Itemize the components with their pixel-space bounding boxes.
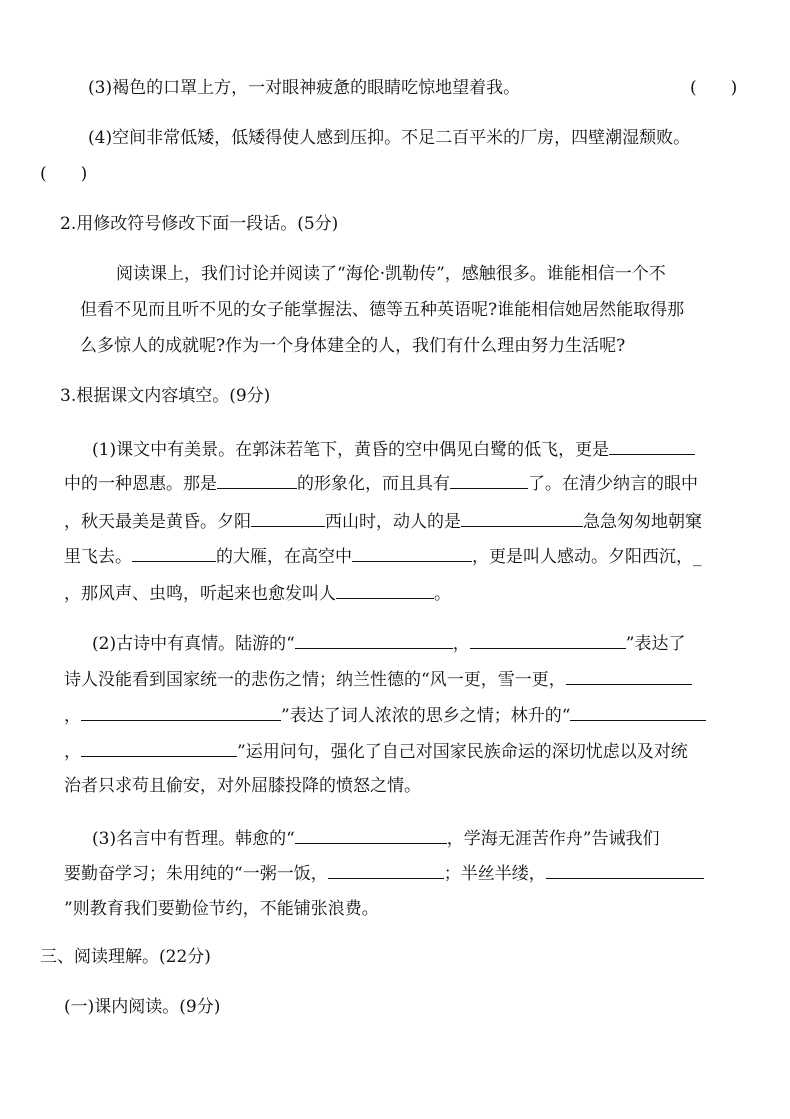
fill-blank[interactable] [336, 580, 434, 599]
p2-text: ， [64, 742, 81, 762]
p3-text: (3)名言中有哲理。韩愈的“ [92, 829, 295, 849]
p2-line-1 [92, 630, 685, 656]
fill-blank[interactable] [450, 470, 528, 489]
fill-blank[interactable] [81, 702, 281, 721]
item-3-answer-paren: ( ) [690, 78, 738, 98]
fill-blank[interactable] [251, 508, 325, 527]
q2-para-line-3: 么多惊人的成就呢?作为一个身体建全的人，我们有什么理由努力生活呢? [80, 336, 626, 356]
p1-line-4 [64, 543, 702, 569]
p2-text: ”表达了词人浓浓的思乡之情；林升的“ [281, 706, 571, 726]
p1-text: ，更是叫人感动。夕阳西沉，_ [472, 547, 702, 567]
p2-text: (2)古诗中有真情。陆游的“ [92, 634, 295, 654]
fill-blank[interactable] [81, 738, 237, 757]
fill-blank[interactable] [295, 825, 447, 844]
p1-text: 里飞去。 [64, 547, 132, 567]
p2-text: ”运用问句，强化了自己对国家民族命运的深切忧虑以及对统 [237, 742, 688, 762]
section-3-title: 三、阅读理解。(22分) [40, 947, 211, 967]
fill-blank[interactable] [295, 630, 453, 649]
fill-blank[interactable] [546, 860, 704, 879]
p1-text: 的形象化，而且具有 [297, 474, 450, 494]
p2-text: ， [64, 706, 81, 726]
p3-text: ；半丝半缕， [443, 864, 546, 884]
p1-line-5 [64, 580, 451, 606]
p1-text: 。 [434, 584, 451, 604]
p1-text: 了。在清少纳言的眼中 [528, 474, 698, 494]
section-3-subtitle: (一)课内阅读。(9分) [64, 997, 221, 1017]
p1-text: ，那风声、虫鸣，听起来也愈发叫人 [64, 584, 336, 604]
fill-blank[interactable] [132, 543, 216, 562]
p3-line-3: ”则教育我们要勤俭节约，不能铺张浪费。 [64, 899, 379, 919]
p2-line-2 [64, 666, 692, 692]
p2-line-4 [64, 738, 688, 764]
p2-line-3 [64, 702, 706, 728]
p1-text: ，秋天最美是黄昏。夕阳 [64, 512, 251, 532]
p1-text: 西山时，动人的是 [325, 512, 461, 532]
fill-blank[interactable] [570, 702, 706, 721]
q2-para-line-2: 但看不见而且听不见的女子能掌握法、德等五种英语呢?谁能相信她居然能取得那 [80, 300, 685, 320]
fill-blank[interactable] [470, 630, 626, 649]
p1-text: 的大雁，在高空中 [216, 547, 352, 567]
q2-title: 2.用修改符号修改下面一段话。(5分) [60, 214, 339, 234]
p2-line-5: 治者只求苟且偷安，对外屈膝投降的愤怒之情。 [64, 776, 421, 796]
fill-blank[interactable] [328, 860, 444, 879]
q3-title: 3.根据课文内容填空。(9分) [60, 386, 271, 406]
p3-line-1 [92, 825, 659, 851]
p1-line-3 [64, 508, 702, 534]
p2-text: ， [452, 634, 470, 654]
fill-blank[interactable] [566, 666, 692, 685]
p1-line-1 [92, 436, 695, 462]
p3-text: ，学海无涯苦作舟”告诫我们 [446, 829, 660, 849]
p2-text: ”表达了 [625, 634, 686, 654]
item-3-text: (3)褐色的口罩上方，一对眼神疲惫的眼睛吃惊地望着我。 [88, 78, 521, 98]
item-4-text: (4)空间非常低矮，低矮得使人感到压抑。不足二百平米的厂房，四壁潮湿颓败。 [88, 128, 691, 148]
p1-text: 中的一种恩惠。那是 [64, 474, 217, 494]
q2-para-line-1: 阅读课上，我们讨论并阅读了“海伦·凯勒传”，感触很多。谁能相信一个不 [116, 264, 666, 284]
item-4-answer-paren: ( ) [40, 164, 88, 184]
p1-line-2 [64, 470, 698, 496]
p2-text: 诗人没能看到国家统一的悲伤之情；纳兰性德的“风一更，雪一更， [64, 670, 566, 690]
fill-blank[interactable] [461, 508, 583, 527]
fill-blank[interactable] [609, 436, 695, 455]
p3-line-2 [64, 860, 704, 886]
p1-text: 急急匆匆地朝窠 [583, 512, 702, 532]
p3-text: 要勤奋学习；朱用纯的“一粥一饭， [64, 864, 328, 884]
p1-text: (1)课文中有美景。在郭沫若笔下，黄昏的空中偶见白鹭的低飞，更是 [92, 440, 610, 460]
fill-blank[interactable] [352, 543, 472, 562]
fill-blank[interactable] [217, 470, 297, 489]
